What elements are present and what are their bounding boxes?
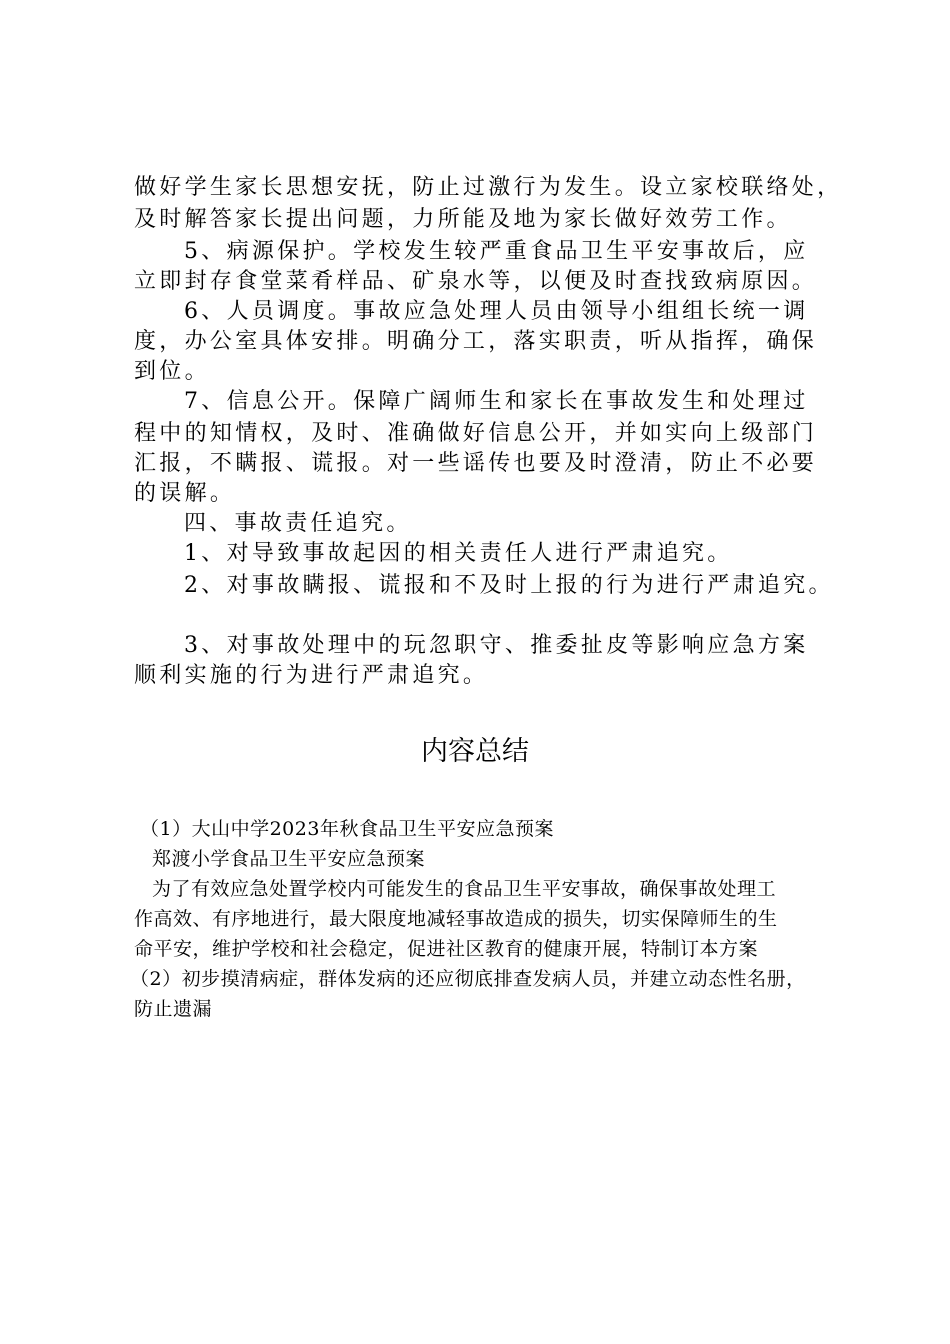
body-line: 6、人员调度。事故应急处理人员由领导小组组长统一调 — [184, 299, 809, 324]
body-line: 立即封存食堂菜肴样品、矿泉水等，以便及时查找致病原因。 — [134, 269, 818, 294]
body-line: 程中的知情权，及时、准确做好信息公开，并如实向上级部门 — [134, 421, 818, 446]
body-line: 顺利实施的行为进行严肃追究。 — [134, 663, 489, 688]
section-heading: 四、事故责任追究。 — [184, 511, 412, 536]
body-line: 3、对事故处理中的玩忽职守、推委扯皮等影响应急方案 — [184, 633, 809, 658]
body-line: 汇报，不瞒报、谎报。对一些谣传也要及时澄清，防止不必要 — [134, 451, 818, 476]
body-line: 5、病源保护。学校发生较严重食品卫生平安事故后，应 — [184, 239, 809, 264]
summary-line: 郑渡小学食品卫生平安应急预案 — [152, 848, 426, 870]
body-line: 的误解。 — [134, 481, 236, 506]
summary-line: （2）初步摸清病症，群体发病的还应彻底排查发病人员，并建立动态性名册， — [130, 968, 806, 990]
body-line: 及时解答家长提出问题，力所能及地为家长做好效劳工作。 — [134, 207, 792, 232]
summary-line: （1）大山中学2023年秋食品卫生平安应急预案 — [140, 818, 554, 840]
summary-title: 内容总结 — [421, 736, 529, 767]
body-line: 到位。 — [134, 359, 210, 384]
summary-line: 为了有效应急处置学校内可能发生的食品卫生平安事故，确保事故处理工 — [152, 878, 777, 900]
summary-line: 作高效、有序地进行，最大限度地减轻事故造成的损失，切实保障师生的生 — [134, 908, 778, 930]
summary-line: 防止遗漏 — [134, 998, 213, 1020]
body-line: 1、对导致事故起因的相关责任人进行严肃追究。 — [184, 541, 733, 566]
body-line: 2、对事故瞒报、谎报和不及时上报的行为进行严肃追究。 — [184, 573, 834, 598]
body-line: 做好学生家长思想安抚，防止过激行为发生。设立家校联络处， — [134, 175, 843, 200]
body-line: 7、信息公开。保障广阔师生和家长在事故发生和处理过 — [184, 389, 809, 414]
body-line: 度，办公室具体安排。明确分工，落实职责，听从指挥，确保 — [134, 329, 818, 354]
summary-line: 命平安，维护学校和社会稳定，促进社区教育的健康开展，特制订本方案 — [134, 938, 759, 960]
